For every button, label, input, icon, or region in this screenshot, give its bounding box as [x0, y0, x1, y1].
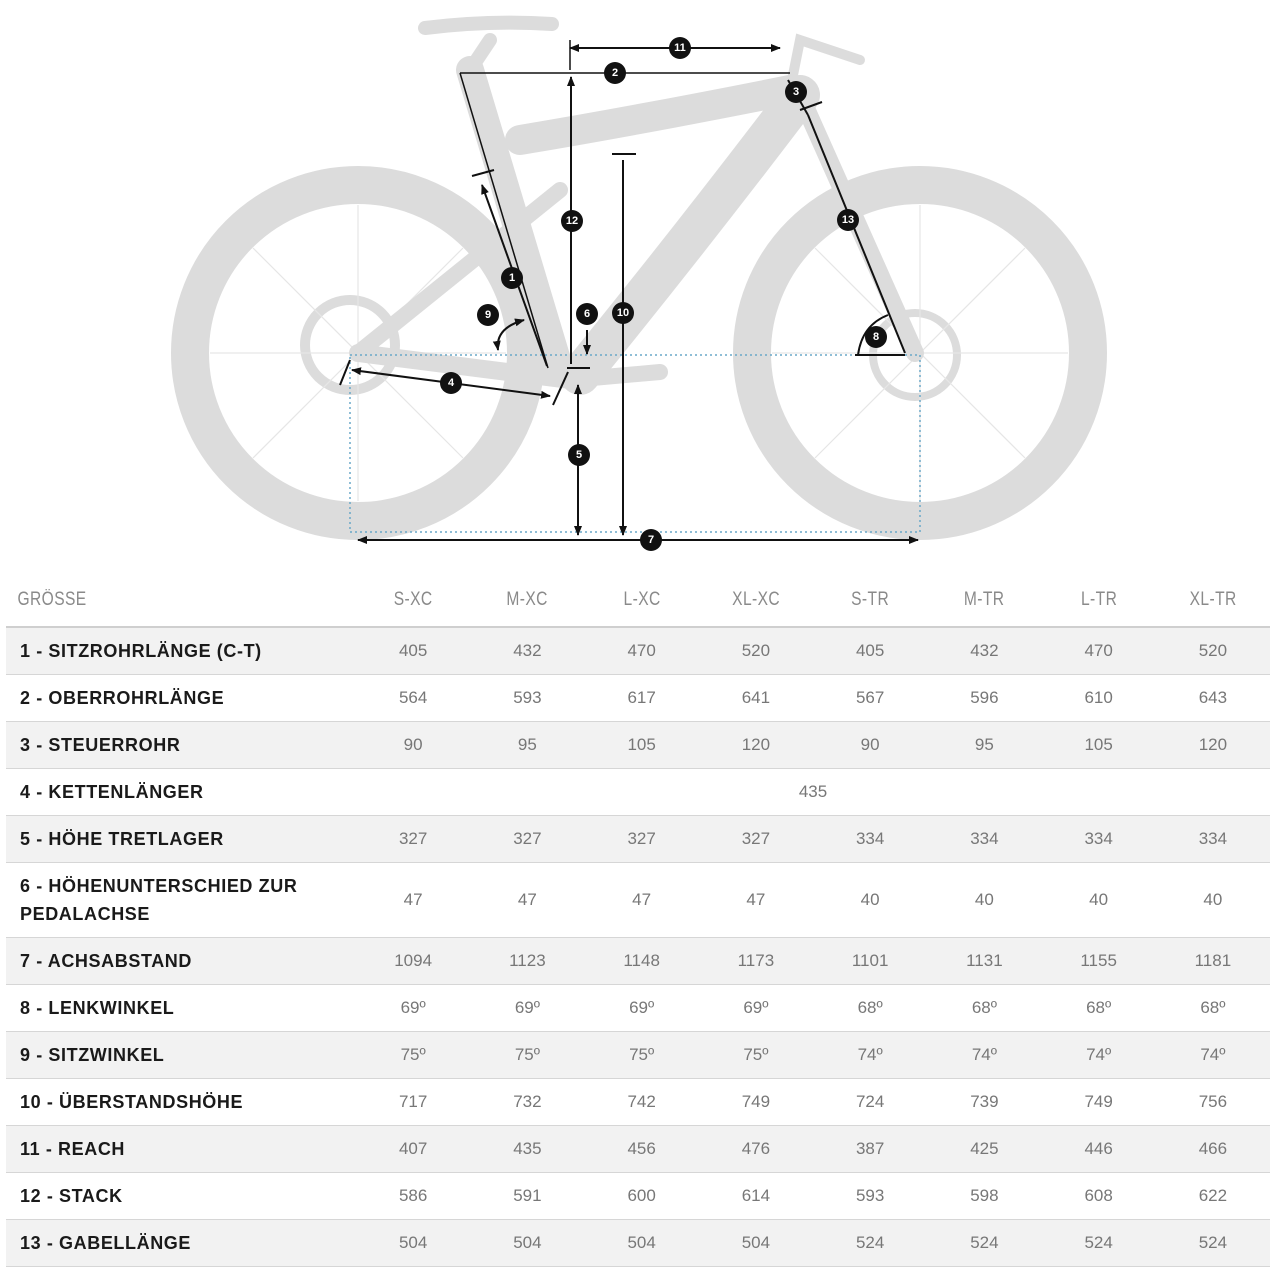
row-value: 614	[699, 1173, 813, 1220]
svg-text:10: 10	[616, 307, 630, 319]
marker-8	[865, 326, 887, 348]
row-value: 334	[1156, 816, 1270, 863]
row-value: 74º	[813, 1032, 927, 1079]
row-value: 1094	[356, 938, 470, 985]
table-row	[6, 769, 1270, 816]
row-value: 432	[927, 627, 1041, 675]
geometry-table	[6, 574, 1270, 1267]
row-value: 476	[699, 1126, 813, 1173]
row-value: 47	[585, 863, 699, 938]
row-value: 717	[356, 1079, 470, 1126]
table-row	[6, 675, 1270, 722]
row-label: 3 - STEUERROHR	[6, 722, 356, 769]
row-merged-value: 435	[356, 769, 1270, 816]
row-label: 6 - HÖHENUNTERSCHIED ZUR PEDALACHSE	[6, 863, 356, 938]
row-value: 524	[813, 1220, 927, 1267]
row-value: 68º	[1156, 985, 1270, 1032]
row-value: 724	[813, 1079, 927, 1126]
row-value: 520	[1156, 627, 1270, 675]
crank-arm	[570, 372, 660, 380]
row-value: 504	[699, 1220, 813, 1267]
row-value: 520	[699, 627, 813, 675]
row-value: 75º	[699, 1032, 813, 1079]
row-label: 7 - ACHSABSTAND	[6, 938, 356, 985]
row-value: 95	[470, 722, 584, 769]
row-value: 739	[927, 1079, 1041, 1126]
row-value: 120	[1156, 722, 1270, 769]
row-value: 466	[1156, 1126, 1270, 1173]
svg-text:4: 4	[447, 377, 455, 389]
header-size: XL-XC	[709, 574, 803, 627]
row-value: 74º	[1156, 1032, 1270, 1079]
row-value: 405	[813, 627, 927, 675]
row-value: 387	[813, 1126, 927, 1173]
row-value: 593	[813, 1173, 927, 1220]
row-value: 334	[1042, 816, 1156, 863]
bike-silhouette	[190, 23, 1088, 521]
row-value: 327	[699, 816, 813, 863]
row-value: 596	[927, 675, 1041, 722]
row-value: 608	[1042, 1173, 1156, 1220]
header-size: L-TR	[1052, 574, 1146, 627]
table-row	[6, 816, 1270, 863]
row-label: 4 - KETTENLÄNGER	[6, 769, 356, 816]
row-label: 10 - ÜBERSTANDSHÖHE	[6, 1079, 356, 1126]
row-value: 598	[927, 1173, 1041, 1220]
svg-text:11: 11	[674, 42, 686, 54]
table-row	[6, 938, 1270, 985]
bike-geometry-diagram	[0, 0, 1280, 560]
marker-1	[501, 267, 523, 289]
row-value: 643	[1156, 675, 1270, 722]
row-value: 407	[356, 1126, 470, 1173]
row-value: 470	[585, 627, 699, 675]
table-row	[6, 863, 1270, 938]
row-value: 68º	[927, 985, 1041, 1032]
marker-6	[576, 303, 598, 325]
table-row	[6, 1126, 1270, 1173]
row-value: 600	[585, 1173, 699, 1220]
marker-2	[604, 62, 626, 84]
row-value: 47	[356, 863, 470, 938]
row-value: 1148	[585, 938, 699, 985]
row-value: 105	[1042, 722, 1156, 769]
table-row	[6, 722, 1270, 769]
row-label: 1 - SITZROHRLÄNGE (C-T)	[6, 627, 356, 675]
row-value: 327	[585, 816, 699, 863]
row-value: 47	[699, 863, 813, 938]
row-value: 749	[1042, 1079, 1156, 1126]
row-value: 69º	[470, 985, 584, 1032]
row-value: 75º	[356, 1032, 470, 1079]
row-value: 75º	[585, 1032, 699, 1079]
row-label: 13 - GABELLÄNGE	[6, 1220, 356, 1267]
row-value: 610	[1042, 675, 1156, 722]
marker-3	[785, 81, 807, 103]
header-size: XL-TR	[1166, 574, 1260, 627]
row-value: 47	[470, 863, 584, 938]
row-value: 732	[470, 1079, 584, 1126]
svg-text:9: 9	[484, 309, 492, 321]
row-label: 8 - LENKWINKEL	[6, 985, 356, 1032]
row-value: 756	[1156, 1079, 1270, 1126]
row-value: 327	[470, 816, 584, 863]
row-label: 12 - STACK	[6, 1173, 356, 1220]
svg-text:13: 13	[841, 214, 855, 226]
row-value: 40	[813, 863, 927, 938]
row-value: 74º	[1042, 1032, 1156, 1079]
row-value: 470	[1042, 627, 1156, 675]
row-value: 564	[356, 675, 470, 722]
row-value: 405	[356, 627, 470, 675]
marker-13	[837, 209, 859, 231]
row-label: 5 - HÖHE TRETLAGER	[6, 816, 356, 863]
svg-text:2: 2	[611, 67, 619, 79]
row-value: 68º	[813, 985, 927, 1032]
header-size-label: GRÖSSE	[6, 574, 293, 627]
row-value: 622	[1156, 1173, 1270, 1220]
row-value: 742	[585, 1079, 699, 1126]
row-value: 1173	[699, 938, 813, 985]
svg-text:5: 5	[575, 449, 583, 461]
row-value: 75º	[470, 1032, 584, 1079]
marker-5	[568, 444, 590, 466]
row-value: 120	[699, 722, 813, 769]
header-size: M-XC	[481, 574, 575, 627]
row-value: 456	[585, 1126, 699, 1173]
header-size: L-XC	[595, 574, 689, 627]
row-value: 504	[470, 1220, 584, 1267]
row-label: 9 - SITZWINKEL	[6, 1032, 356, 1079]
row-value: 591	[470, 1173, 584, 1220]
table-row	[6, 985, 1270, 1032]
row-value: 524	[1042, 1220, 1156, 1267]
row-value: 567	[813, 675, 927, 722]
row-value: 69º	[356, 985, 470, 1032]
row-value: 69º	[699, 985, 813, 1032]
table-row	[6, 1220, 1270, 1267]
marker-11	[669, 37, 691, 59]
row-label: 2 - OBERROHRLÄNGE	[6, 675, 356, 722]
row-value: 40	[1042, 863, 1156, 938]
marker-12	[561, 210, 583, 232]
row-value: 90	[813, 722, 927, 769]
marker-4	[440, 372, 462, 394]
marker-9	[477, 304, 499, 326]
header-size: S-TR	[823, 574, 917, 627]
header-size: S-XC	[366, 574, 460, 627]
svg-text:1: 1	[508, 272, 516, 284]
row-value: 425	[927, 1126, 1041, 1173]
row-value: 1101	[813, 938, 927, 985]
table-header-row	[6, 574, 1270, 627]
header-size: M-TR	[938, 574, 1032, 627]
row-value: 40	[1156, 863, 1270, 938]
row-value: 641	[699, 675, 813, 722]
table-row	[6, 1079, 1270, 1126]
table-row	[6, 1173, 1270, 1220]
row-value: 586	[356, 1173, 470, 1220]
row-label: 11 - REACH	[6, 1126, 356, 1173]
row-value: 69º	[585, 985, 699, 1032]
table-body	[6, 627, 1270, 1267]
row-value: 1181	[1156, 938, 1270, 985]
marker-7	[640, 529, 662, 551]
svg-text:8: 8	[872, 331, 880, 343]
row-value: 327	[356, 816, 470, 863]
row-value: 90	[356, 722, 470, 769]
row-value: 1155	[1042, 938, 1156, 985]
marker-10	[612, 302, 634, 324]
svg-text:7: 7	[647, 534, 655, 546]
saddle	[425, 23, 552, 28]
row-value: 95	[927, 722, 1041, 769]
row-value: 334	[927, 816, 1041, 863]
row-value: 446	[1042, 1126, 1156, 1173]
row-value: 504	[356, 1220, 470, 1267]
svg-text:12: 12	[565, 215, 579, 227]
seatpost	[470, 40, 490, 70]
row-value: 74º	[927, 1032, 1041, 1079]
table-row	[6, 1032, 1270, 1079]
table-row	[6, 627, 1270, 675]
row-value: 432	[470, 627, 584, 675]
row-value: 593	[470, 675, 584, 722]
row-value: 524	[927, 1220, 1041, 1267]
row-value: 524	[1156, 1220, 1270, 1267]
row-value: 504	[585, 1220, 699, 1267]
row-value: 105	[585, 722, 699, 769]
svg-text:6: 6	[583, 308, 591, 320]
row-value: 1123	[470, 938, 584, 985]
row-value: 1131	[927, 938, 1041, 985]
row-value: 68º	[1042, 985, 1156, 1032]
row-value: 617	[585, 675, 699, 722]
row-value: 435	[470, 1126, 584, 1173]
row-value: 334	[813, 816, 927, 863]
row-value: 40	[927, 863, 1041, 938]
svg-text:3: 3	[792, 86, 800, 98]
row-value: 749	[699, 1079, 813, 1126]
